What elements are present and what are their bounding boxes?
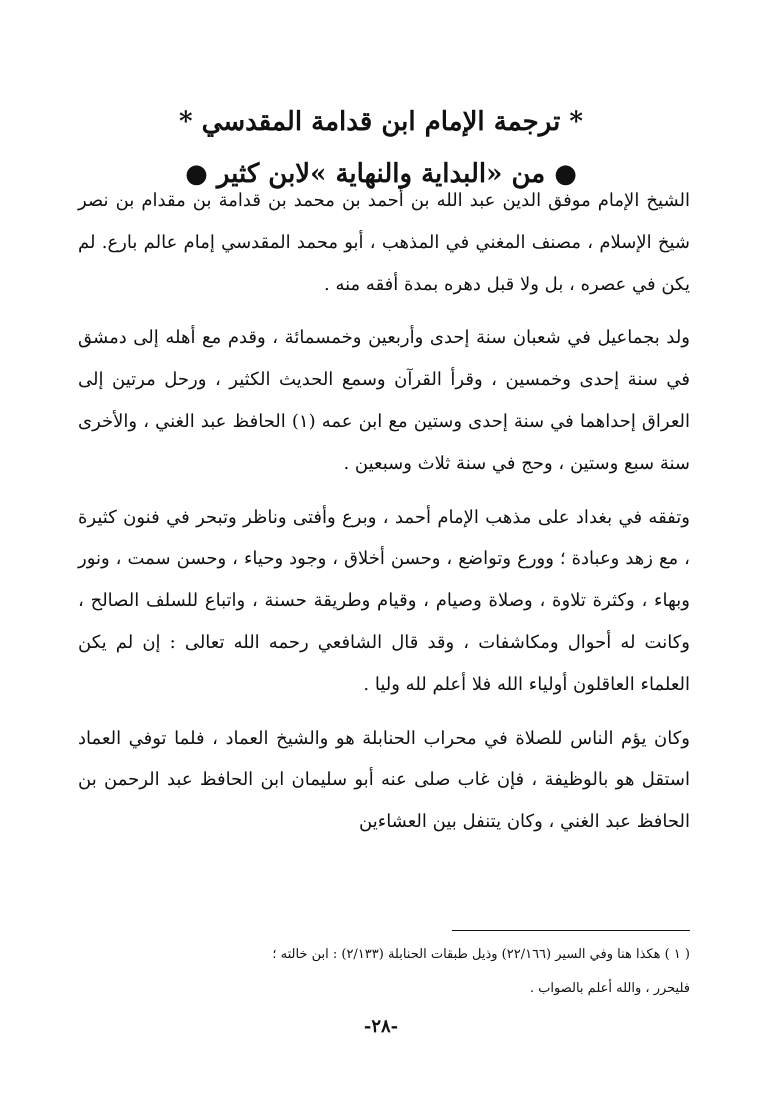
footnote bbox=[78, 938, 690, 1006]
footnote-divider bbox=[452, 930, 690, 931]
paragraph-1: الشيخ الإمام موفق الدين عبد الله بن أحمد بن محمد بن قدامة بن مقدام بن نصر شيخ الإسلام ، مصنف المغني في المذهب ، أبو محمد المقدسي إمام عالم بارع. لم يكن في عصره ، بل ولا قبل دهره بمدة أفقه منه . bbox=[78, 190, 690, 295]
paragraph-2: ولد بجماعيل في شعبان سنة إحدى وأربعين وخمسمائة ، وقدم مع أهله إلى دمشق في سنة إحدى وخمسين ، وقرأ القرآن وسمع الحديث الكثير ، ورحل مرتين إلى العراق إحداهما في سنة إحدى وستين مع ابن عمه (١) الحافظ عبد الغني ، والأخرى سنة سبع وستين ، وحج في سنة ثلاث وسبعين . bbox=[78, 327, 690, 474]
heading-source: ● من «البداية والنهاية »لابن كثير ● bbox=[185, 159, 577, 189]
body-text bbox=[78, 180, 690, 843]
heading-title: * ترجمة الإمام ابن قدامة المقدسي * bbox=[179, 107, 583, 137]
paragraph-4: وكان يؤم الناس للصلاة في محراب الحنابلة هو والشيخ العماد ، فلما توفي العماد استقل هو بالوظيفة ، فإن غاب صلى عنه أبو سليمان ابن الحافظ عبد الرحمن بن الحافظ عبد الغني ، وكان يتنفل بين العشاءين bbox=[78, 727, 690, 833]
page-number: -٢٨- bbox=[363, 1016, 399, 1037]
footnote-line-1: ( ١ ) هكذا هنا وفي السير (٢٢/١٦٦) وذيل طبقات الحنابلة (٢/١٣٣) : ابن خالته ؛ bbox=[272, 947, 690, 962]
footnote-line-2: فليحرر ، والله أعلم بالصواب . bbox=[529, 981, 690, 996]
paragraph-3: وتفقه في بغداد على مذهب الإمام أحمد ، وبرع وأفتى وناظر وتبحر في فنون كثيرة ، مع زهد وعبادة ؛ وورع وتواضع ، وحسن أخلاق ، وجود وحياء ، وحسن سمت ، ونور وبهاء ، وكثرة تلاوة ، وصلاة وصيام ، وقيام وطريقة حسنة ، واتباع للسلف الصالح ، وكانت له أحوال ومكاشفات ، وقد قال الشافعي رحمه الله تعالى : إن لم يكن العلماء العاقلون أولياء الله فلا أعلم لله وليا . bbox=[78, 506, 690, 695]
